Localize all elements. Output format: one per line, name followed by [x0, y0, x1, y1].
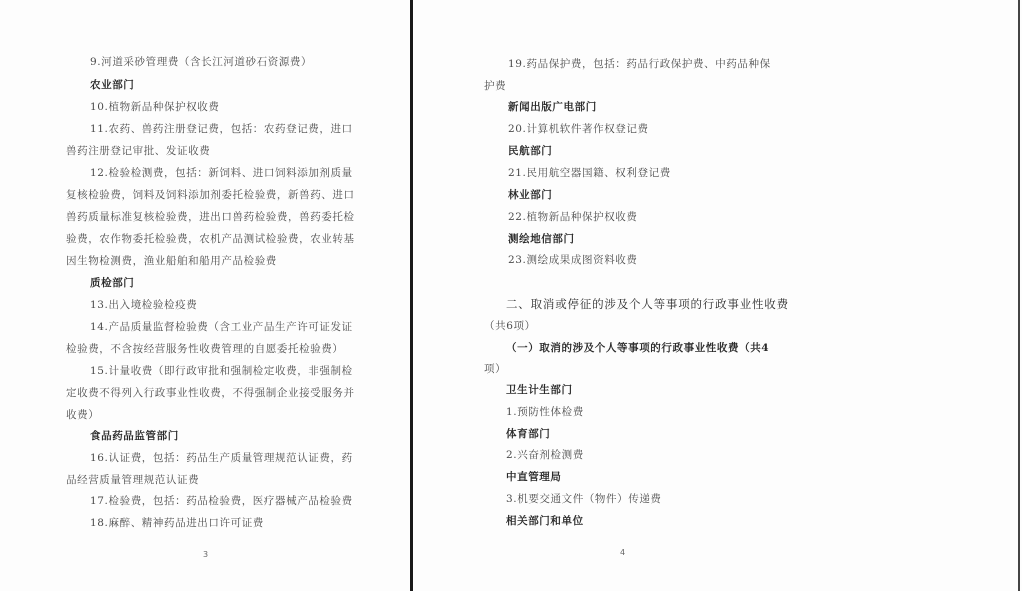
- section-heading: 林业部门: [508, 189, 553, 201]
- text-line: 12.检验检测费，包括：新饲料、进口饲料添加剂质量: [90, 167, 353, 179]
- text-line: 兽药注册登记审批、发证收费: [66, 145, 211, 157]
- text-line: 11.农药、兽药注册登记费，包括：农药登记费，进口: [90, 123, 353, 135]
- section-heading: 体育部门: [506, 428, 551, 440]
- text-line: 23.测绘成果成图资料收费: [508, 254, 638, 266]
- text-line: 15.计量收费（即行政审批和强制检定收费，非强制检: [90, 365, 353, 377]
- page-edge: [1018, 0, 1020, 591]
- text-line: 兽药质量标准复核检验费，进出口兽药检验费，兽药委托检: [66, 211, 355, 223]
- text-line: 检验费，不含按经营服务性收费管理的自愿委托检验费）: [66, 343, 344, 355]
- text-line: 19.药品保护费，包括：药品行政保护费、中药品种保: [508, 58, 771, 70]
- text-line: 17.检验费，包括：药品检验费，医疗器械产品检验费: [90, 495, 353, 507]
- page-divider: [410, 0, 413, 591]
- text-line: （共6项）: [484, 320, 536, 332]
- text-line: 9.河道采砂管理费（含长江河道砂石资源费）: [90, 56, 313, 68]
- section-heading: 食品药品监管部门: [90, 430, 179, 442]
- section-heading: 民航部门: [508, 145, 553, 157]
- chapter-heading: 二、取消或停征的涉及个人等事项的行政事业性收费: [506, 297, 789, 311]
- text-line: 21.民用航空器国籍、权利登记费: [508, 167, 671, 179]
- text-line: 3.机要交通文件（物件）传递费: [506, 493, 662, 505]
- page-4: [414, 0, 1022, 591]
- section-heading: 新闻出版广电部门: [508, 101, 597, 113]
- text-line: 验费，农作物委托检验费，农机产品测试检验费，农业转基: [66, 233, 355, 245]
- section-heading: 中直管理局: [506, 471, 562, 483]
- text-line: 20.计算机软件著作权登记费: [508, 123, 649, 135]
- section-heading: 测绘地信部门: [508, 233, 575, 245]
- section-heading: 质检部门: [90, 277, 135, 289]
- text-line: 13.出入境检验检疫费: [90, 299, 198, 311]
- text-line: 复核检验费，饲料及饲料添加剂委托检验费，新兽药、进口: [66, 189, 355, 201]
- section-heading: 卫生计生部门: [506, 384, 573, 396]
- text-line: 1.预防性体检费: [506, 406, 584, 418]
- text-line: 16.认证费，包括：药品生产质量管理规范认证费，药: [90, 452, 353, 464]
- text-line: 22.植物新品种保护权收费: [508, 211, 638, 223]
- page-number: 3: [203, 550, 209, 559]
- text-line: 2.兴奋剂检测费: [506, 449, 584, 461]
- text-line: 收费）: [66, 409, 100, 421]
- subsection-heading: （一）取消的涉及个人等事项的行政事业性收费（共4: [506, 342, 770, 354]
- section-heading: 农业部门: [90, 79, 135, 91]
- text-line: 18.麻醉、精神药品进出口许可证费: [90, 517, 264, 529]
- text-line: 护费: [484, 80, 507, 92]
- page-number: 4: [620, 548, 626, 557]
- section-heading: 相关部门和单位: [506, 515, 584, 527]
- text-line: 因生物检测费，渔业船舶和船用产品检验费: [66, 255, 277, 267]
- text-line: 14.产品质量监督检验费（含工业产品生产许可证发证: [90, 321, 353, 333]
- page-3: [0, 0, 410, 591]
- text-line: 定收费不得列入行政事业性收费，不得强制企业接受服务并: [66, 387, 355, 399]
- text-line: 10.植物新品种保护权收费: [90, 101, 220, 113]
- text-line: 品经营质量管理规范认证费: [66, 474, 200, 486]
- text-line: 项）: [484, 363, 507, 375]
